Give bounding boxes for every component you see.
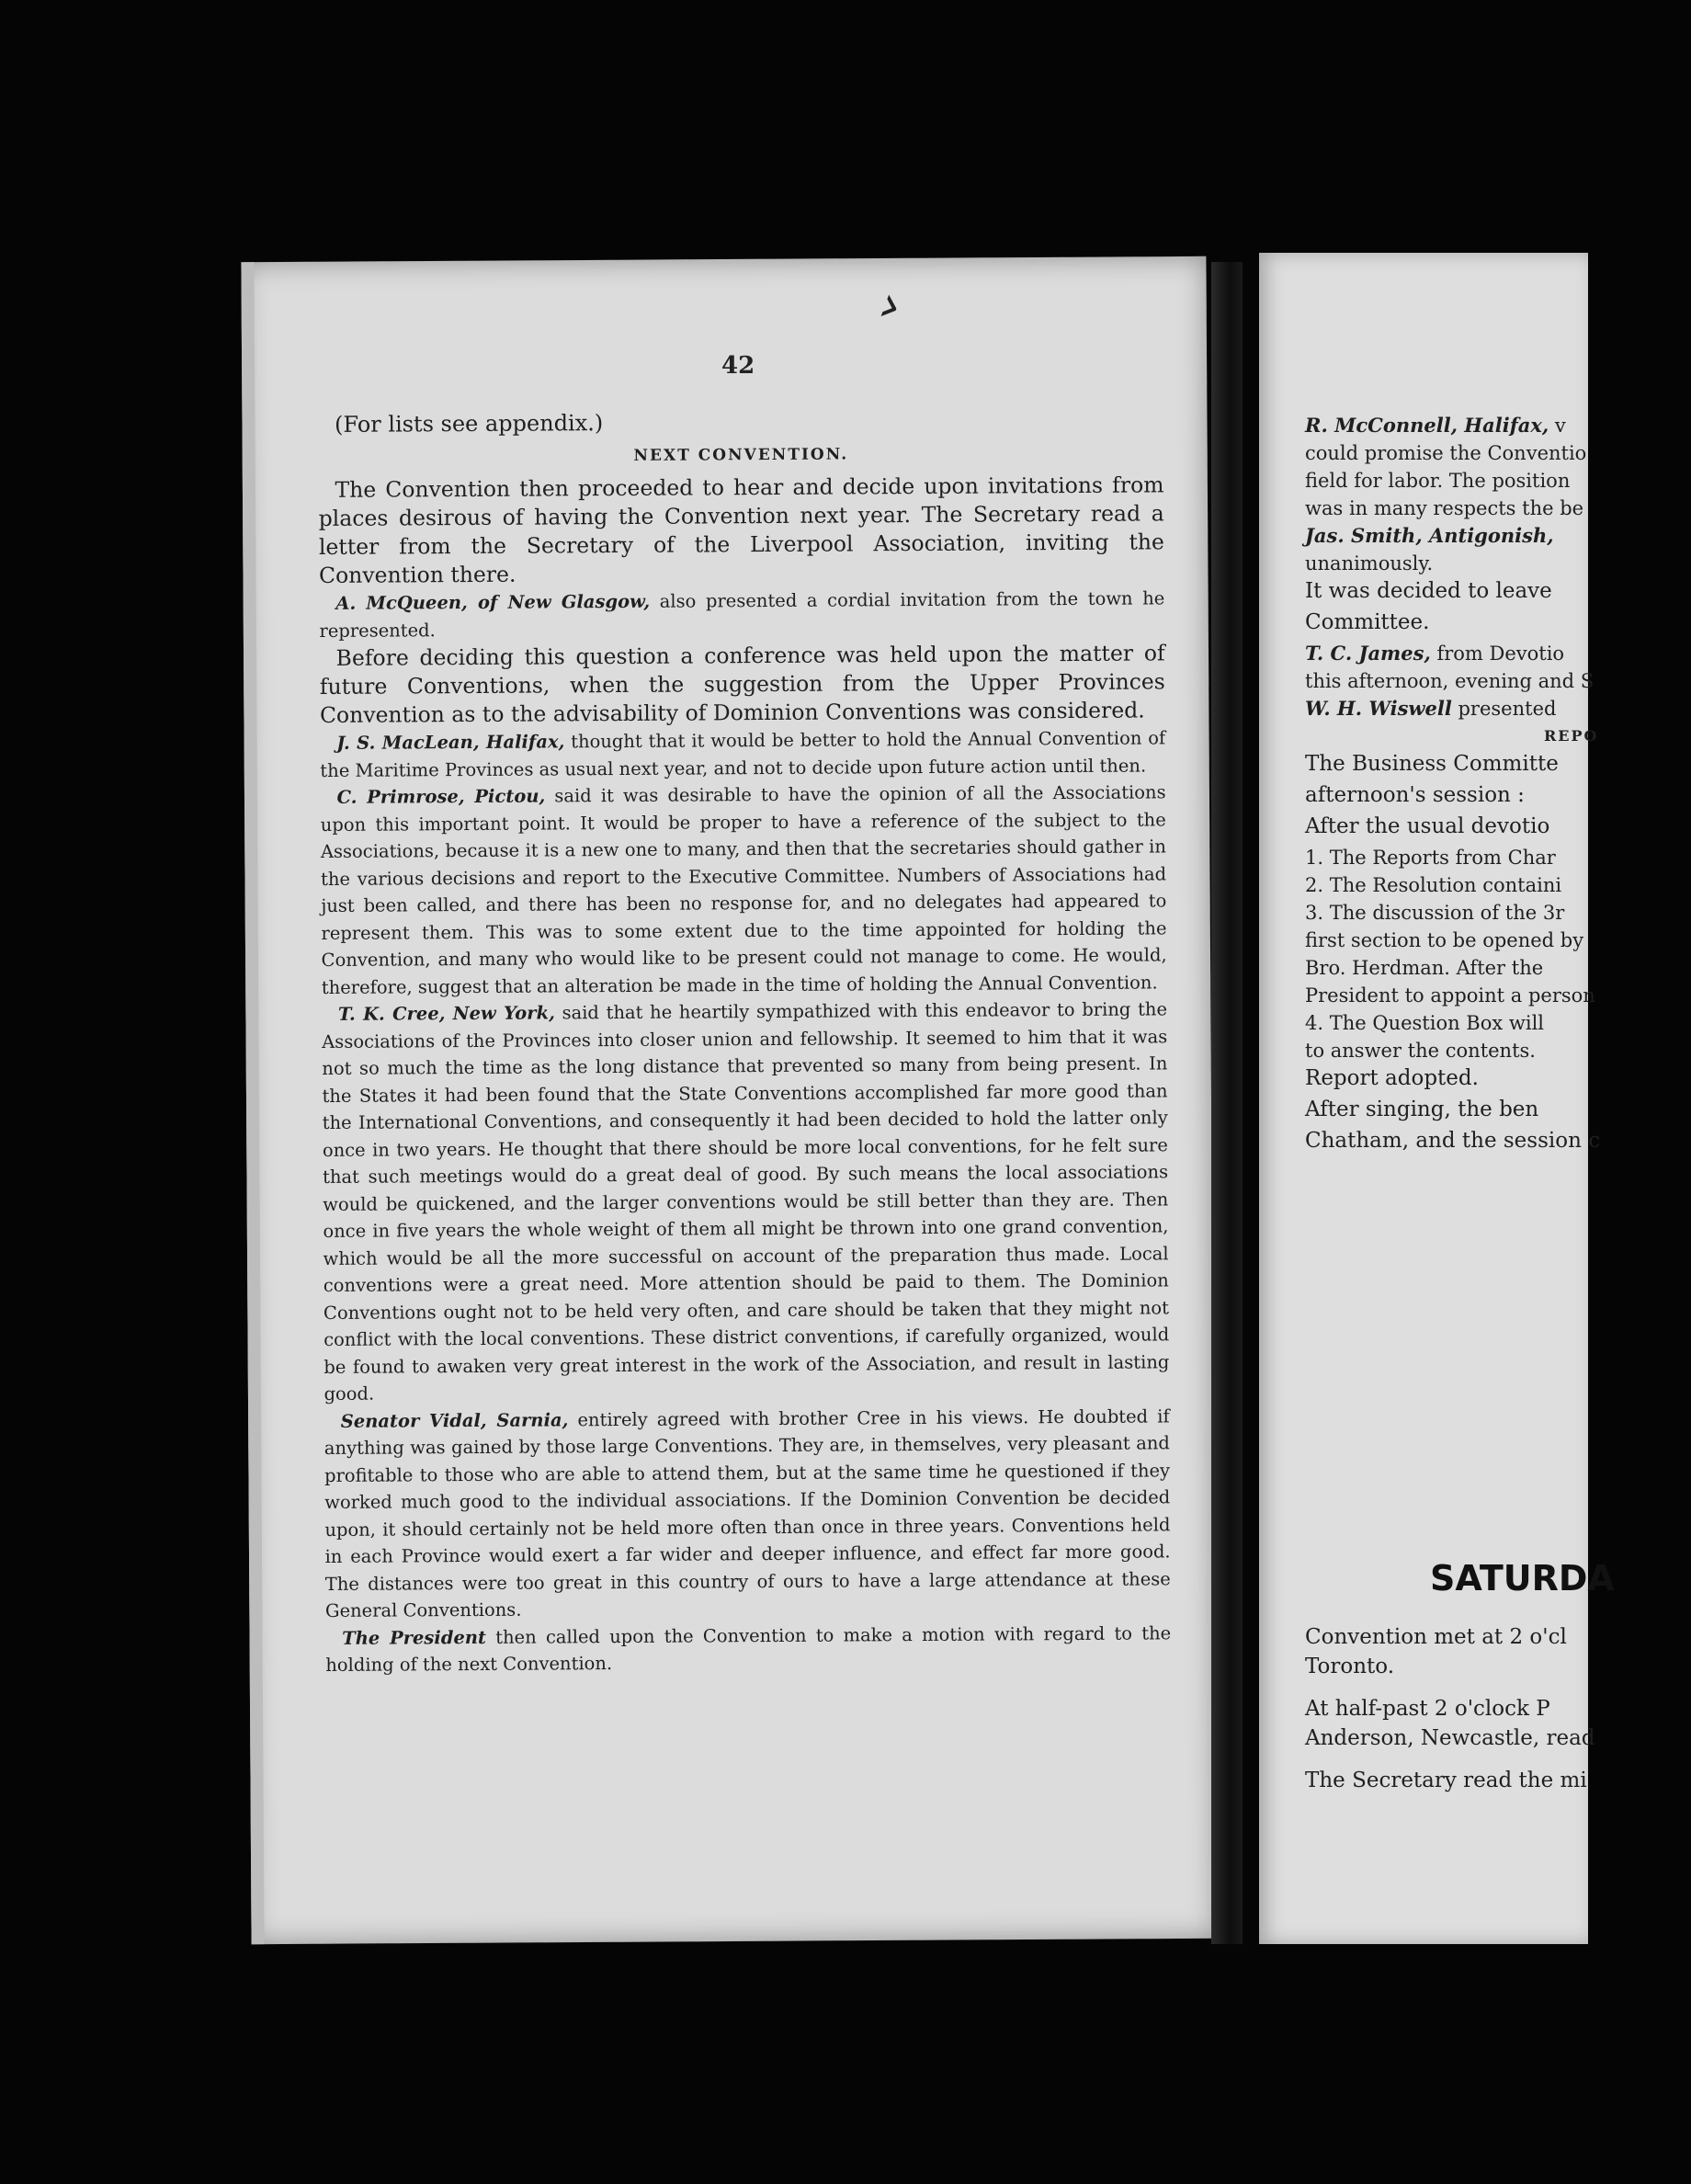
right-line: Toronto. xyxy=(1305,1655,1395,1678)
speaker-name: W. H. Wiswell xyxy=(1305,697,1452,720)
lists-note: (For lists see appendix.) xyxy=(334,410,604,438)
right-line xyxy=(1305,1127,1691,1158)
paragraph-text: entirely agreed with brother Cree in his views. He doubted if anything was gained by those large Conventions. They are, in themselves, very pleasant and profitable to those who are able to attend them, but at the same time he questioned if they worked much good to the individual associations. If the Dominion Convention be decided upon, it should certainly not be held more often than once in three years. Conventions held in each Province would exert a far wider and deeper influence, and effect far more good. The distances were too great in this country of ours to have a large attendance at these General Conventions. xyxy=(323,1405,1171,1621)
right-line xyxy=(1305,899,1691,927)
paragraph xyxy=(320,724,1165,784)
right-line xyxy=(1305,609,1691,640)
paragraph xyxy=(318,471,1164,590)
right-line-text: Report adopted. xyxy=(1305,1066,1479,1090)
right-line xyxy=(1305,640,1691,667)
right-line xyxy=(1305,722,1691,750)
right-line-text: first section to be opened by xyxy=(1305,929,1584,951)
right-line-text: afternoon's session : xyxy=(1305,783,1525,807)
right-line-text: 2. The Resolution containi xyxy=(1305,874,1562,896)
right-line-text: presented xyxy=(1451,698,1557,720)
paragraph-list xyxy=(318,471,1171,1678)
left-page-text xyxy=(318,406,1171,1678)
right-line xyxy=(1305,954,1691,982)
speaker-name: T. C. James, xyxy=(1305,642,1431,665)
paragraph xyxy=(320,639,1166,730)
right-line xyxy=(1305,781,1691,813)
right-line xyxy=(1305,1037,1691,1064)
right-line-text: Committee. xyxy=(1305,610,1430,634)
right-line-text: REPO xyxy=(1544,727,1599,745)
right-line xyxy=(1305,982,1691,1009)
right-line xyxy=(1305,1096,1691,1127)
right-line-text: this afternoon, evening and S xyxy=(1305,670,1595,692)
paragraph-text: then called upon the Convention to make a motion with regard to the holding of the next Convention. xyxy=(325,1621,1172,1676)
right-line-text: field for labor. The position xyxy=(1305,470,1571,492)
paragraph-text: said that he heartily sympathized with this endeavor to bring the Associations of the Provinces into closer union and fellowship. It seemed to him that it was not so much the time as the long distance that prevented so many from being present. In the States it had been found that the State Conventions accomplished far more good than the International Conventions, and consequently it had been decided to hold the latter only once in two years. He thought that there should be more local conventions, for he felt sure that such meetings would do a great deal of good. By such means the local associations would be quickened, and the larger conventions would be still better than they are. Then once in five years the whole weight of them all might be thrown into one grand convention, which would be all the more successful on account of the preparation thus made. Local conventions were a great need. More attention should be paid to them. The Dominion Conventions ought not to be held very often, and care should be taken that they might not conflict with the local conventions. These district conventions, if carefully organized, would be found to awaken very great interest in the work of the Association, and result in lasting good. xyxy=(322,998,1170,1405)
speaker-name: T. K. Cree, New York, xyxy=(337,1002,555,1025)
right-line xyxy=(1305,439,1691,467)
right-line-text: After singing, the ben xyxy=(1305,1098,1539,1121)
right-line-text: could promise the Conventio xyxy=(1305,442,1587,464)
right-line-text: President to appoint a person xyxy=(1305,984,1595,1007)
right-line-text: from Devotio xyxy=(1430,643,1565,665)
right-line xyxy=(1305,667,1691,695)
right-line xyxy=(1305,412,1691,439)
saturday-heading: SATURDA xyxy=(1430,1558,1615,1598)
book-gutter xyxy=(1211,262,1243,1944)
speaker-name: Senator Vidal, Sarnia, xyxy=(340,1408,569,1432)
paragraph xyxy=(322,995,1170,1407)
right-line-text: to answer the contents. xyxy=(1305,1040,1536,1062)
right-line: At half-past 2 o'clock P xyxy=(1305,1697,1550,1721)
right-line-text: It was decided to leave xyxy=(1305,579,1552,603)
paragraph-text: also presented a cordial invitation from the town he represented. xyxy=(319,587,1165,642)
right-line xyxy=(1305,1009,1691,1037)
right-page-text-bottom xyxy=(1305,1622,1691,1795)
section-heading: NEXT CONVENTION. xyxy=(633,445,849,465)
paragraph xyxy=(325,1620,1171,1679)
right-line xyxy=(1305,695,1691,722)
paragraph-text: thought that it would be better to hold the Annual Convention of the Maritime Provinces as usual next year, and not to decide upon future action until then. xyxy=(320,727,1166,781)
right-line xyxy=(1305,550,1691,577)
paragraph-text: Before deciding this question a conference was held upon the matter of future Conventions, when the suggestion from the Upper Provinces Convention as to the advisability of Dominion Conventions was considered. xyxy=(319,640,1165,728)
right-page-text xyxy=(1305,412,1691,1158)
speaker-name: R. McConnell, Halifax, xyxy=(1305,414,1549,437)
page-number: 42 xyxy=(721,352,755,380)
right-line: Convention met at 2 o'cl xyxy=(1305,1625,1567,1649)
right-line-text: 3. The discussion of the 3r xyxy=(1305,902,1565,924)
pencil-mark-icon: › xyxy=(870,274,911,337)
paragraph-text: The Convention then proceeded to hear and decide upon invitations from places desirous of having the Convention next year. The Secretary read a letter from the Secretary of the Liverpool Association, inviting the Convention there. xyxy=(318,472,1164,588)
paragraph xyxy=(319,585,1164,644)
right-line xyxy=(1305,522,1691,550)
right-line xyxy=(1305,750,1691,781)
right-line: The Secretary read the mi xyxy=(1305,1769,1587,1792)
speaker-name: C. Primrose, Pictou, xyxy=(336,785,546,808)
right-line-text: Bro. Herdman. After the xyxy=(1305,957,1544,979)
speaker-name: The President xyxy=(342,1626,487,1649)
right-line-text: was in many respects the be xyxy=(1305,497,1584,519)
speaker-name: Jas. Smith, Antigonish, xyxy=(1305,524,1554,547)
right-line-text: Chatham, and the session c xyxy=(1305,1129,1601,1153)
right-line xyxy=(1305,813,1691,844)
speaker-name: A. McQueen, of New Glasgow, xyxy=(335,590,651,614)
right-line xyxy=(1305,1064,1691,1096)
paragraph-text: said it was desirable to have the opinion of all the Associations upon this important point. It would be proper to have a reference of the subject to the Associations, because it is a new one to many, and then that the secretaries should gather in the various decisions and report to the Executive Committee. Numbers of Associations had just been called, and there has been no response for, and no delegates had appeared to represent them. This was to some extent due to the time appointed for holding the Convention, and many who would like to be present could not manage to come. He would, therefore, suggest that an alteration be made in the time of holding the Annual Convention. xyxy=(320,781,1167,998)
right-line-text: v xyxy=(1549,415,1566,437)
right-line xyxy=(1305,844,1691,871)
right-line xyxy=(1305,577,1691,609)
paragraph xyxy=(324,1403,1171,1625)
speaker-name: J. S. MacLean, Halifax, xyxy=(336,731,565,754)
right-line xyxy=(1305,927,1691,954)
right-line: Anderson, Newcastle, read xyxy=(1305,1726,1595,1750)
right-line xyxy=(1305,495,1691,522)
right-line-text: 1. The Reports from Char xyxy=(1305,847,1556,869)
right-line-text: The Business Committe xyxy=(1305,752,1559,776)
right-line xyxy=(1305,871,1691,899)
right-line xyxy=(1305,467,1691,495)
right-line-text: unanimously. xyxy=(1305,552,1434,574)
right-line-text: After the usual devotio xyxy=(1305,814,1550,838)
right-line-text: 4. The Question Box will xyxy=(1305,1012,1545,1034)
paragraph xyxy=(320,779,1166,1001)
